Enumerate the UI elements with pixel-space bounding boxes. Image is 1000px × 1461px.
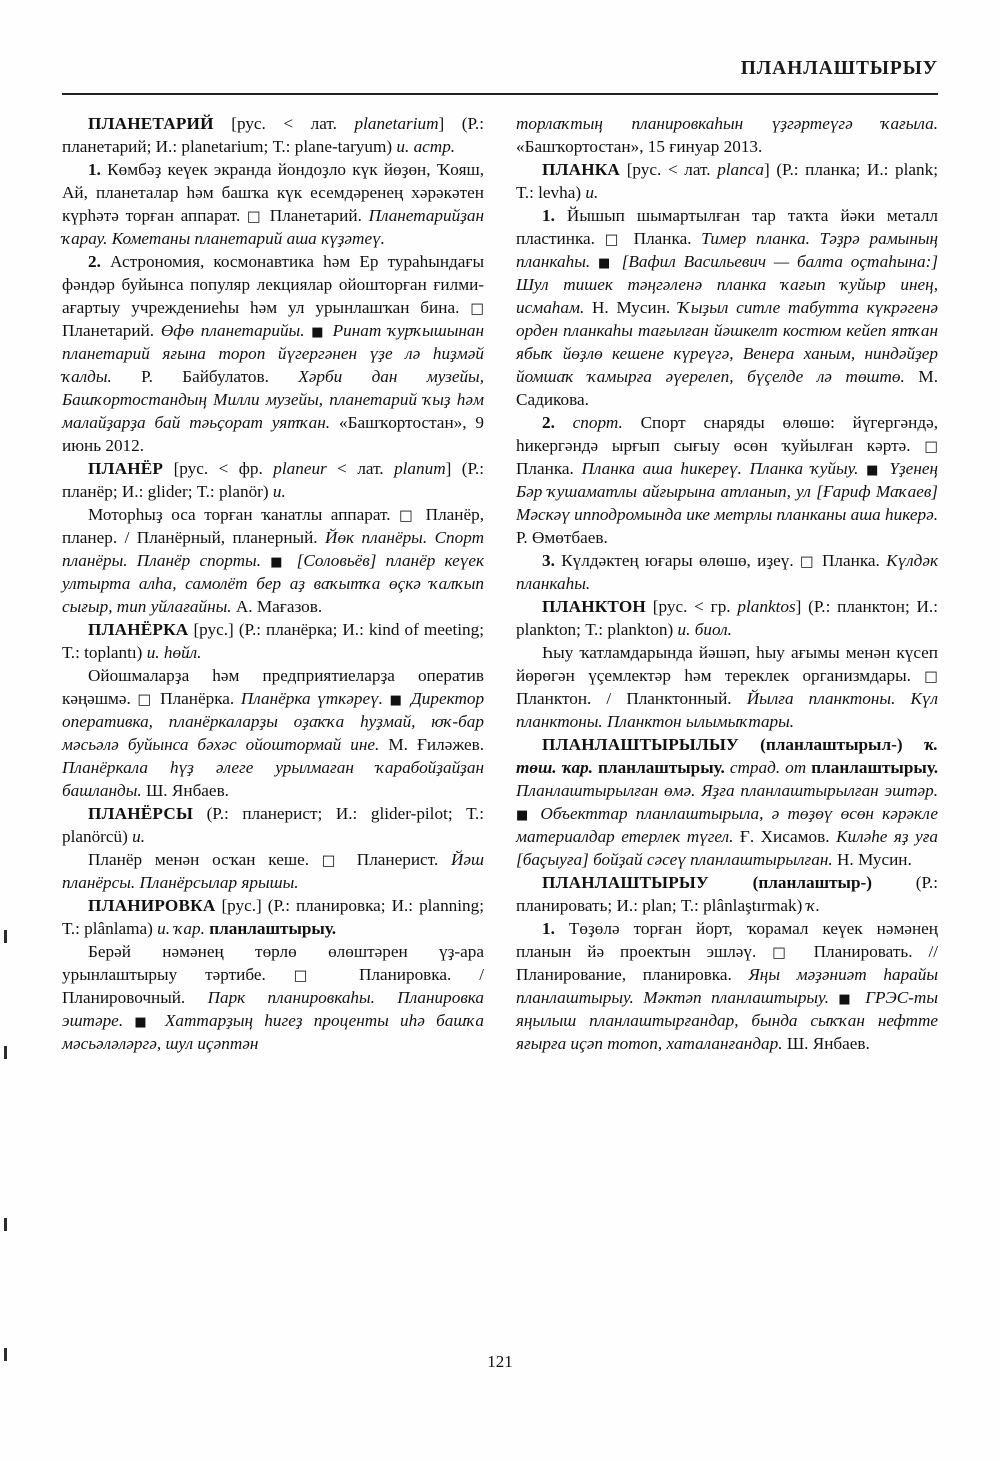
citation-author: Ш. Янбаев. (145, 781, 229, 800)
definition: Моторһыҙ оса торған ҡанатлы аппарат. (88, 505, 391, 524)
grammar-label: ҡ. төш. ҡар. (516, 735, 939, 777)
entry-planyorka-body (62, 664, 484, 802)
sense-definition: Йышып шымартылған тар таҡта йәки металл пластинка. (516, 206, 938, 248)
citation-author: Н. Мусин. (836, 850, 912, 869)
etymon: planca (717, 160, 764, 179)
column-left (62, 112, 484, 1055)
etymon: planktos (737, 597, 796, 616)
entry-planka-sense-1 (516, 204, 938, 411)
etymology: [рус.] (193, 620, 234, 639)
grammar-label: и. астр. (396, 137, 456, 156)
entry-planyorka-head: ПЛАНЁРКА [рус.] (Р.: планёрка; И.: kind of meeting; Т.: toplantı) и. һөйл. (62, 620, 484, 662)
entry-planyorsy-body (62, 848, 484, 894)
running-header (62, 58, 938, 79)
cross-reference: планлаштырыу. (598, 758, 725, 777)
open-square-marker: □ (799, 554, 816, 570)
headword: ПЛАНЁР (88, 459, 164, 478)
sense-label: спорт. (572, 413, 623, 432)
entry-planirovka-body (62, 940, 484, 1055)
headword: ПЛАНИРОВКА (88, 896, 216, 915)
scan-speck (4, 930, 7, 943)
citation-text: Хәрби дан музейы, Башҡортостандың Милли музейы, планетарий ҡыҙ һәм малайҙарҙа бай тәьҫорат уятҡан. (62, 367, 484, 432)
citation-text: торлаҡтың планировкаһын үҙгәртеүгә ҡағыла. (516, 114, 938, 133)
entry-plankton-body (516, 641, 938, 733)
citation-text: [Вафил Васильевич — балта оçтаһына:] Шул тишек тәңгәленә планка ҡағып ҡуйыр инең, исмаһам. (516, 252, 939, 317)
definition: Һыу ҡатламдарында йәшәп, һыу ағымы менән күсеп йөрөгән үçемлектәр һәм тереклек организмдары. (516, 643, 938, 685)
entry-planyor-head: ПЛАНЁР [рус. < фр. planeur < лат. planum] (Р.: планёр; И.: glider; Т.: planör) и. (62, 459, 485, 501)
entry-planlashtyrylyu-head (516, 733, 938, 871)
open-square-marker: □ (604, 232, 624, 248)
citation-author: Ғ. Хисамов. (739, 827, 830, 846)
definition: Ойошмаларҙа һәм предприятиеларҙа оператив кәңәшмә. (62, 666, 484, 708)
open-square-marker: □ (137, 692, 154, 708)
citation-author: Ш. Янбаев. (786, 1034, 870, 1053)
sense-examples: Яңы мәҙәниәт һарайы планлаштырыу. Мәктәп планлаштырыу. (516, 965, 938, 1007)
open-square-marker: □ (924, 669, 938, 685)
sense-number: 2. (542, 413, 555, 432)
definition: Планёр менән осҡан кеше. (88, 850, 309, 869)
open-square-marker: □ (924, 439, 939, 455)
citation-text: Директор оперативка, планёркаларҙы оҙаҡҡа һуҙмай, юҡ-бар мәсьәлә буйынса бәхәс ойоштормай ине. (62, 689, 485, 754)
sense-examples: Күлдәк планкаһы. (516, 551, 939, 593)
grammar-label: и. (585, 183, 599, 202)
headword: ПЛАНЁРКА (88, 620, 189, 639)
examples: Йөк планёры. Спорт планёры. Планёр спорты. (62, 528, 484, 570)
citation-text: Ринат ҡурҡышынан планетарий яғына тороп йүгергәнен үҙе лә һиҙмәй ҡалды. (62, 321, 485, 386)
headword: ПЛАНЛАШТЫРЫУ (542, 873, 709, 892)
headword: ПЛАНКТОН (542, 597, 646, 616)
sense-number: 2. (88, 252, 101, 271)
sense-translation: Планка. (822, 551, 880, 570)
filled-square-marker: ■ (838, 992, 856, 1007)
grammar-label: и. биол. (677, 620, 732, 639)
translation: Планктон. / Планктонный. (516, 689, 732, 708)
filled-square-marker: ■ (389, 693, 405, 708)
entry-planyorsy-head: ПЛАНЁРСЫ (Р.: планерист; И.: glider-pilot; Т.: planörcü) и. (62, 804, 484, 846)
entry-planka-sense-2 (516, 411, 938, 549)
citation-text: ГРЭС-ты яңылыш планлаштырғандар, бында сыҡҡан нефтте яғырға иçәп тотоп, хаталанғандар. (516, 988, 938, 1053)
citation-source: «Башҡортостан», 15 ғинуар 2013. (516, 137, 763, 156)
sense-examples: Өфө планетарийы. (160, 321, 305, 340)
header-rule (62, 93, 938, 95)
entry-planka-head: ПЛАНКА [рус. < лат. planca] (Р.: планка; И.: plank; Т.: levha) и. (516, 160, 938, 202)
headword: ПЛАНЕТАРИЙ (88, 114, 214, 133)
scan-speck (4, 1218, 7, 1231)
scan-speck (4, 1046, 7, 1059)
etymon: planum (394, 459, 446, 478)
text-columns (62, 112, 938, 1055)
citation-text: Объекттар планлаштырыла, ә төҙөү өсөн кәрәкле материалдар етерлек түгел. (516, 804, 938, 846)
sense-number: 1. (542, 919, 555, 938)
filled-square-marker: ■ (516, 808, 533, 823)
citation-continuation (516, 112, 938, 158)
filled-square-marker: ■ (866, 463, 882, 478)
citation-text: [Соловьёв] планёр кеүек ултырта алһа, самолёт бер аҙ ваҡытҡа өçкә ҡалҡып сығыр, тип уйлағайны. (62, 551, 485, 616)
filled-square-marker: ■ (311, 325, 326, 340)
citation-text: Киләһе яҙ уға [баçыуға] бойҙай сәсеү планлаштырылған. (516, 827, 939, 869)
grammar-label: и. ҡар. (157, 919, 205, 938)
page-number: 121 (487, 1352, 513, 1371)
sense-translation: Планировать. // Планирование, планировка. (516, 942, 939, 984)
sense-examples: Планка аша һикереү. Планка ҡуйыу. (581, 459, 859, 478)
open-square-marker: □ (772, 945, 798, 961)
headword: ПЛАНЁРСЫ (88, 804, 194, 823)
etymon: planeur (273, 459, 327, 478)
cross-reference: планлаштырыу. (209, 919, 337, 938)
headword: ПЛАНЛАШТЫРЫЛЫУ (542, 735, 739, 754)
open-square-marker: □ (247, 209, 264, 225)
translation: Планерист. (356, 850, 439, 869)
etymon: planetarium (354, 114, 439, 133)
citation-author: Р. Өмөтбаев. (516, 528, 608, 547)
examples: Парк планировкаһы. Планировка эштәре. (62, 988, 484, 1030)
running-header-title: ПЛАНЛАШТЫРЫУ (740, 58, 938, 79)
sense-definition: Көмбәҙ кеүек экранда йондоҙло күк йөҙөн, Ҡояш, Ай, планеталар һәм башҡа күк есемдәренең хәрәкәтен күрһәтә торған аппарат. (62, 160, 485, 225)
grammar-label: и. (132, 827, 146, 846)
sense-definition: Астрономия, космонавтика һәм Ер тураһындағы фәндәр буйынса популяр лекциялар ойошторған ғилми-ағартыу учреждениеһы һәм ул урынлашҡан бина. (62, 252, 484, 317)
translation: Планировка. / Планировочный. (62, 965, 485, 1007)
sense-definition: Күлдәктең юғары өлөшө, иҙеү. (561, 551, 794, 570)
grammar-label-ru: страд. от (729, 758, 807, 777)
filled-square-marker: ■ (270, 555, 288, 570)
sense-definition: Спорт снаряды өлөшө: йүгергәндә, һикергәндә ырғып сығыу өсөн ҡуйылған кәртә. (516, 413, 939, 455)
open-square-marker: □ (293, 968, 332, 984)
citation-author: Р. Байбулатов. (141, 367, 269, 386)
sense-translation: Планетарий. (62, 321, 155, 340)
entry-planlashtyryu-sense-1 (516, 917, 938, 1055)
entry-planetariy-sense-2 (62, 250, 484, 457)
entry-planyor-body (62, 503, 484, 618)
grammar-label: и. һөйл. (146, 643, 202, 662)
citation-author: А. Мағазов. (235, 597, 323, 616)
definition: Берәй нәмәнең төрлө өлөштәрен үҙ-ара урынлаштырыу тәртибе. (62, 942, 484, 984)
stem-form: (планлаштыр-) (752, 873, 872, 892)
sense-examples: Тимер планка. Тәҙрә рамының планкаһы. (516, 229, 939, 271)
column-right (516, 112, 938, 1055)
citation-author: Н. Мусин. (592, 298, 671, 317)
grammar-label: ҡ. (806, 896, 821, 915)
sense-translation: Планка. (633, 229, 692, 248)
sense-number: 1. (88, 160, 101, 179)
stem-form: (планлаштырыл-) (760, 735, 903, 754)
filled-square-marker: ■ (134, 1015, 154, 1030)
sense-translation: Планка. (516, 459, 574, 478)
headword: ПЛАНКА (542, 160, 621, 179)
open-square-marker: □ (321, 853, 344, 869)
entry-plankton-head: ПЛАНКТОН [рус. < гр. planktos] (Р.: планктон; И.: plankton; Т.: plankton) и. биол. (516, 597, 938, 639)
examples: Йәш планёрсы. Планёрсылар ярышы. (62, 850, 484, 892)
cross-reference: планлаштырыу. (811, 758, 939, 777)
etymology: [рус.] (221, 896, 262, 915)
citation-author: М. Ғиләжев. (388, 735, 485, 754)
entry-planetariy-head: ПЛАНЕТАРИЙ [рус. < лат. planetarium] (Р.: планетарий; И.: planetarium; Т.: plane-taryum) и. астр. (62, 114, 484, 156)
entry-planlashtyryu-head: ПЛАНЛАШТЫРЫУ (планлаштыр-) (Р.: планировать; И.: plan; Т.: plânlaştırmak) ҡ. (516, 873, 938, 915)
examples: Планёрка үткәреү. (240, 689, 383, 708)
entry-planetariy-sense-1 (62, 158, 484, 250)
sense-examples: Планетарийҙан ҡарау. Кометаны планетарий аша күҙәтеү. (62, 206, 485, 248)
citation-text: Ҡыҙыл ситле табутта күкрәгенә орден планкаһы тағылған йәшкелт костюм кейеп ятҡан ябыҡ йөҙлө кешене күреүгә, Венера ханым, ниндәйҙер йомшаҡ ҡамырға әүерелеп, бүçелде лә төштө. (516, 298, 939, 386)
citation-source: «Башҡортостан», 9 июнь 2012. (62, 413, 485, 455)
citation-author: М. Садикова. (516, 367, 938, 409)
filled-square-marker: ■ (598, 256, 614, 271)
sense-definition: Төҙөлә торған йорт, ҡорамал кеүек нәмәнең планын йә проектын эшләү. (516, 919, 939, 961)
sense-number: 1. (542, 206, 555, 225)
sense-translation: Планетарий. (269, 206, 362, 225)
translation: Планёр, планер. / Планёрный, планерный. (62, 505, 485, 547)
sense-number: 3. (542, 551, 555, 570)
translation: Планёрка. (160, 689, 235, 708)
entry-planirovka-head: ПЛАНИРОВКА [рус.] (Р.: планировка; И.: planning; Т.: plânlama) и. ҡар. планлаштырыу. (62, 896, 484, 938)
citation-text: Үҙенең Бәр ҡушаматлы айғырына атланып, ул [Ғариф Маҡаев] Мәскәү ипподромында ике метрлы планканы аша һикерә. (516, 459, 939, 524)
open-square-marker: □ (470, 301, 485, 317)
citation-text: Хаттарҙың һигеҙ проценты иһә башҡа мәсьәләләргә, шул иçәптән (62, 1011, 484, 1053)
entry-planka-sense-3 (516, 549, 938, 595)
open-square-marker: □ (399, 508, 418, 524)
citation-text: Планёркала һүҙ әлеге урылмаған ҡарабойҙайҙан башланды. (62, 758, 484, 800)
examples: Йылға планктоны. Күл планктоны. Планктон ылымыҡтары. (516, 689, 938, 731)
grammar-label: и. (272, 482, 286, 501)
examples: Планлаштырылған өмә. Яҙға планлаштырылған эштәр. (516, 781, 938, 800)
